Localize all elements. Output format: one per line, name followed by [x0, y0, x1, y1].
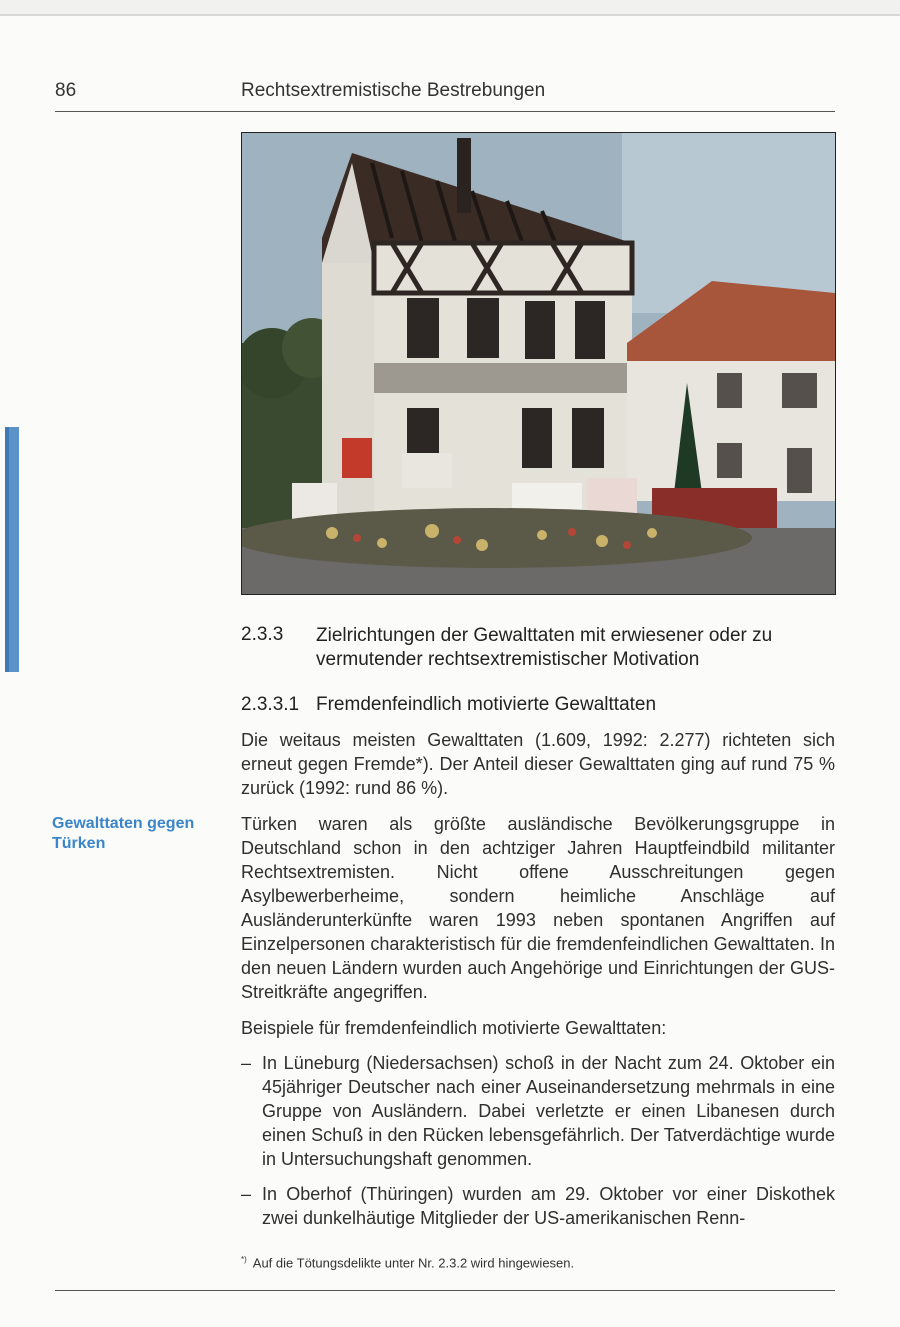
page-number: 86: [55, 80, 77, 101]
margin-note: [52, 814, 227, 854]
body-paragraph: Die weitaus meisten Gewalttaten (1.609, 1992: 2.277) richteten sich erneut gegen Fremde*). Der Anteil dieser Gewalttaten ging auf rund 75 % zurück (1992: rund 86 %).: [241, 730, 835, 798]
header-rule: [55, 111, 835, 112]
footer-rule: [55, 1290, 835, 1291]
footnote-text: Auf die Tötungsdelikte unter Nr. 2.3.2 wird hingewiesen.: [252, 1255, 575, 1271]
running-head: Rechtsextremistische Bestrebungen: [241, 80, 546, 101]
subsection-title: Fremdenfeindlich motivierte Gewalttaten: [316, 694, 657, 715]
margin-note-line: Türken: [52, 835, 106, 852]
bullet-item: In Oberhof (Thüringen) wurden am 29. Oktober vor einer Diskothek zwei dunkelhäutige Mitglieder der US-amerikanischen Renn-: [262, 1184, 835, 1228]
scan-top-edge: [0, 14, 900, 16]
section-title: Zielrichtungen der Gewalttaten mit erwiesener oder zu vermutender rechtsextremistischer Motivation: [316, 625, 773, 670]
body-paragraph: Beispiele für fremdenfeindlich motivierte Gewalttaten:: [241, 1018, 667, 1038]
bullet-dash: –: [241, 1184, 252, 1204]
footnote: [241, 1255, 574, 1270]
subsection-number: 2.3.3.1: [241, 694, 300, 715]
footnote-marker: *): [241, 1255, 247, 1264]
blue-side-tab: [5, 427, 19, 672]
photo-burned-house: [241, 132, 836, 595]
bullet-item: In Lüneburg (Niedersachsen) schoß in der Nacht zum 24. Oktober ein 45jähriger Deutscher nach einer Auseinandersetzung mehrmals in eine Gruppe von Ausländern. Dabei verletzte er einen Libanesen durch einen Schuß in den Rücken lebensgefährlich. Der Tatverdächtige wurde in Untersuchungshaft genommen.: [262, 1053, 835, 1169]
section-number: 2.3.3: [241, 624, 284, 645]
bullet-dash: –: [241, 1053, 252, 1073]
body-paragraph: Türken waren als größte ausländische Bevölkerungsgruppe in Deutschland schon in den achtziger Jahren Hauptfeindbild militanter Rechtsextremisten. Nicht offene Ausschreitungen gegen Asylbewerberheime, sondern heimliche Anschläge auf Ausländerunterkünfte waren 1993 neben spontanen Angriffen auf Einzelpersonen charakteristisch für die fremdenfeindlichen Gewalttaten. In den neuen Ländern wurden auch Angehörige und Einrichtungen der GUS-Streitkräfte angegriffen.: [241, 814, 835, 1002]
margin-note-line: Gewalttaten gegen: [52, 815, 195, 832]
